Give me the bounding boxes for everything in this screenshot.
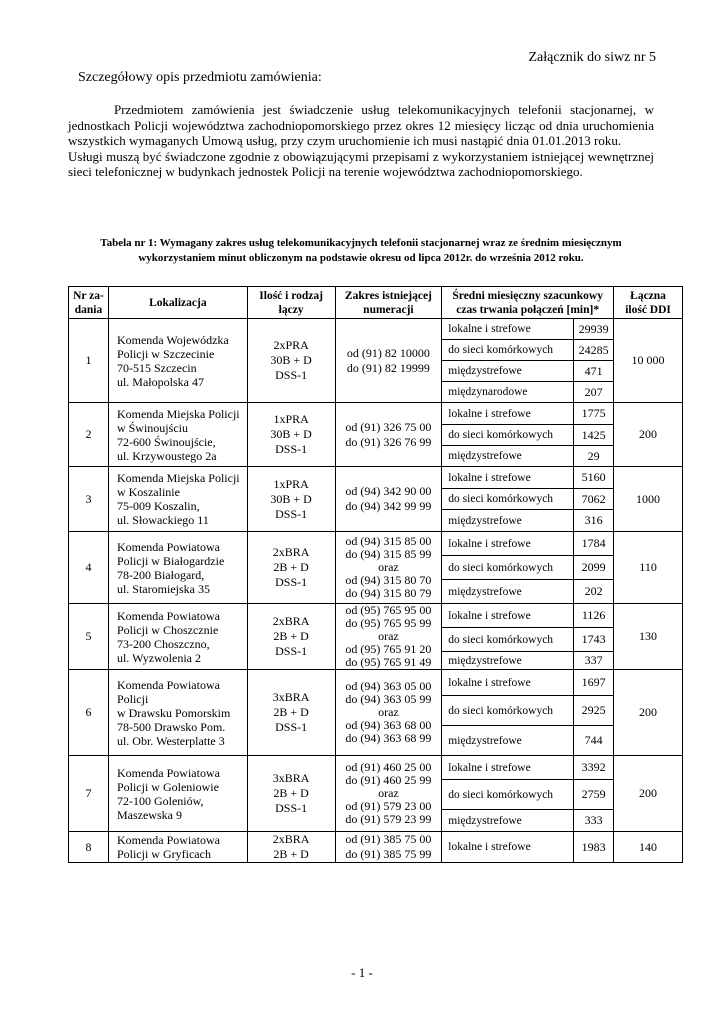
location-cell-line: w Drawsku Pomorskim xyxy=(116,705,231,720)
ddi-count: 1000 xyxy=(614,467,683,532)
intro-text xyxy=(68,102,654,180)
header-location: Lokalizacja xyxy=(108,287,247,319)
service-type: międzystrefowe xyxy=(442,361,574,382)
number-range-cell-line: do (91) 326 76 99 xyxy=(345,434,432,449)
location-cell-line: w Koszalinie xyxy=(116,485,180,499)
table-row xyxy=(69,832,683,863)
location-cell-line: Komenda Powiatowa xyxy=(116,539,220,554)
service-type: międzystrefowe xyxy=(442,726,574,756)
lines-cell xyxy=(247,670,335,756)
ddi-count: 110 xyxy=(614,532,683,604)
lines-cell-line: 1xPRA xyxy=(273,476,309,491)
location-cell-line: w Świnoujściu xyxy=(116,420,188,435)
number-range-cell xyxy=(335,403,442,467)
number-range-cell-line: od (94) 315 80 70 xyxy=(345,573,432,587)
service-type: międzystrefowe xyxy=(442,580,574,604)
service-type: do sieci komórkowych xyxy=(442,556,574,580)
service-type: lokalne i strefowe xyxy=(442,604,574,628)
number-range-cell xyxy=(335,532,442,604)
service-type: lokalne i strefowe xyxy=(442,670,574,696)
location-cell xyxy=(108,467,247,532)
number-range-cell xyxy=(335,670,442,756)
service-type: lokalne i strefowe xyxy=(442,403,574,425)
service-type: międzystrefowe xyxy=(442,652,574,670)
header-average-minutes: Średni miesięczny szacunkowy czas trwania połączeń [min]* xyxy=(442,287,614,319)
location-cell-line: ul. Małopolska 47 xyxy=(116,374,204,389)
task-number: 1 xyxy=(69,319,109,403)
lines-cell-line: 2B + D xyxy=(273,847,309,861)
service-minutes: 5160 xyxy=(574,467,614,489)
service-minutes: 29 xyxy=(574,446,614,467)
location-cell-line: 72-100 Goleniów, xyxy=(116,793,204,808)
number-range-cell-line: do (91) 460 25 99 xyxy=(345,773,432,787)
service-type: do sieci komórkowych xyxy=(442,425,574,446)
location-cell-line: Policji w Goleniowie xyxy=(116,779,219,794)
lines-cell xyxy=(247,532,335,604)
location-cell-line: 72-600 Świnoujście, xyxy=(116,434,216,449)
service-minutes: 24285 xyxy=(574,340,614,361)
location-cell-line: Policji w Szczecinie xyxy=(116,346,215,361)
service-type: do sieci komórkowych xyxy=(442,340,574,361)
service-type: lokalne i strefowe xyxy=(442,756,574,780)
service-minutes: 29939 xyxy=(574,319,614,340)
service-minutes: 1126 xyxy=(574,604,614,628)
ddi-count: 130 xyxy=(614,604,683,670)
location-cell-line: ul. Obr. Westerplatte 3 xyxy=(116,733,225,748)
services-table xyxy=(68,286,683,863)
lines-cell-line: DSS-1 xyxy=(275,801,308,815)
ddi-count: 200 xyxy=(614,756,683,832)
table-caption-line-1: Tabela nr 1: Wymagany zakres usług telekomunikacyjnych telefonii stacjonarnej wraz ze średnim miesięcznym xyxy=(100,237,622,249)
lines-cell-line: 1xPRA xyxy=(273,412,309,426)
ddi-count: 200 xyxy=(614,670,683,756)
header-nr: Nr za- dania xyxy=(69,287,109,319)
lines-cell-line: DSS-1 xyxy=(275,720,308,734)
service-type: do sieci komórkowych xyxy=(442,489,574,510)
service-minutes: 1697 xyxy=(574,670,614,696)
location-cell-line: Komenda Powiatowa xyxy=(116,833,220,847)
lines-cell-line: 3xBRA xyxy=(272,771,310,785)
lines-cell xyxy=(247,403,335,467)
number-range-cell-line: oraz xyxy=(378,629,399,643)
number-range-cell-line: do (95) 765 95 99 xyxy=(345,616,432,630)
service-minutes: 333 xyxy=(574,810,614,832)
service-type: do sieci komórkowych xyxy=(442,628,574,652)
service-minutes: 1983 xyxy=(574,832,614,863)
location-cell-line: 78-500 Drawsko Pom. xyxy=(116,719,226,734)
service-type: do sieci komórkowych xyxy=(442,780,574,810)
table-row xyxy=(69,532,683,556)
lines-cell-line: DSS-1 xyxy=(275,575,308,589)
service-minutes: 3392 xyxy=(574,756,614,780)
table-caption-line-2: wykorzystaniem minut obliczonym na podstawie okresu od lipca 2012r. do września 2012 roku. xyxy=(138,252,584,264)
number-range-cell-line: do (91) 385 75 99 xyxy=(345,847,432,861)
number-range-cell-line: do (94) 342 99 99 xyxy=(345,499,432,513)
lines-cell-line: 2B + D xyxy=(273,629,309,643)
ddi-count: 140 xyxy=(614,832,683,863)
number-range-cell-line: do (94) 315 80 79 xyxy=(345,586,432,600)
service-type: międzynarodowe xyxy=(442,382,574,403)
lines-cell-line: 2xBRA xyxy=(272,545,310,559)
location-cell-line: Policji w Choszcznie xyxy=(116,622,219,637)
number-range-cell-line: od (91) 460 25 00 xyxy=(345,760,432,774)
location-cell-line: Komenda Powiatowa Policji xyxy=(116,677,220,706)
task-number: 6 xyxy=(69,670,109,756)
lines-cell-line: 30B + D xyxy=(270,353,312,367)
number-range-cell-line: od (91) 579 23 00 xyxy=(345,799,432,813)
location-cell-line: Komenda Miejska Policji xyxy=(116,471,240,485)
location-cell xyxy=(108,832,247,863)
lines-cell-line: 2xBRA xyxy=(272,614,310,628)
lines-cell-line: 2B + D xyxy=(273,705,309,719)
intro-paragraph-1: Przedmiotem zamówienia jest świadczenie usług telekomunikacyjnych telefonii stacjonarnej, w jednostkach Policji województwa zachodniopomorskiego przez okres 12 miesięcy licząc od dnia uruchomienia wszystkich wymaganych Umową usług, przy czym uruchomienie ich musi nastąpić dnia 01.01.2013 roku. xyxy=(68,102,654,148)
service-type: do sieci komórkowych xyxy=(442,696,574,726)
location-cell-line: ul. Staromiejska 35 xyxy=(116,581,210,596)
location-cell-line: 75-009 Koszalin, xyxy=(116,499,200,513)
number-range-cell-line: do (94) 315 85 99 xyxy=(345,547,432,561)
number-range-cell-line: oraz xyxy=(378,560,399,574)
number-range-cell-line: do (94) 363 05 99 xyxy=(345,692,432,706)
table-row xyxy=(69,467,683,489)
number-range-cell-line: oraz xyxy=(378,786,399,800)
service-minutes: 744 xyxy=(574,726,614,756)
service-type: lokalne i strefowe xyxy=(442,319,574,340)
number-range-cell-line: do (91) 579 23 99 xyxy=(345,812,432,826)
lines-cell xyxy=(247,604,335,670)
location-cell-line: ul. Wyzwolenia 2 xyxy=(116,650,202,665)
lines-cell-line: 2xBRA xyxy=(272,832,310,846)
header-ddi: Łączna ilość DDI xyxy=(614,287,683,319)
number-range-cell xyxy=(335,604,442,670)
number-range-cell-line: od (94) 342 90 00 xyxy=(345,484,432,498)
location-cell-line: Komenda Powiatowa xyxy=(116,765,220,780)
page-number: - 1 - xyxy=(351,965,373,980)
task-number: 8 xyxy=(69,832,109,863)
service-minutes: 337 xyxy=(574,652,614,670)
service-minutes: 1425 xyxy=(574,425,614,446)
lines-cell xyxy=(247,467,335,532)
location-cell-line: Policji w Gryficach xyxy=(116,847,211,861)
intro-paragraph-2: Usługi muszą być świadczone zgodnie z obowiązującymi przepisami z wykorzystaniem istniejącej wewnętrznej sieci telefonicznej w budynkach jednostek Policji na terenie województwa zachodniopomorskiego. xyxy=(68,148,654,179)
table-row xyxy=(69,319,683,340)
location-cell xyxy=(108,319,247,403)
lines-cell-line: 30B + D xyxy=(270,427,312,441)
service-minutes: 2925 xyxy=(574,696,614,726)
ddi-count: 200 xyxy=(614,403,683,467)
service-type: międzystrefowe xyxy=(442,446,574,467)
lines-cell xyxy=(247,832,335,863)
service-minutes: 316 xyxy=(574,510,614,532)
number-range-cell-line: oraz xyxy=(378,705,399,719)
service-minutes: 1775 xyxy=(574,403,614,425)
number-range-cell-line: do (94) 363 68 99 xyxy=(345,731,432,745)
lines-cell-line: DSS-1 xyxy=(275,644,308,658)
location-cell-line: Policji w Białogardzie xyxy=(116,553,225,568)
number-range-cell xyxy=(335,832,442,863)
lines-cell-line: 2xPRA xyxy=(273,338,309,352)
service-minutes: 7062 xyxy=(574,489,614,510)
number-range-cell xyxy=(335,467,442,532)
location-cell-line: 78-200 Białogard, xyxy=(116,567,205,582)
service-type: międzystrefowe xyxy=(442,810,574,832)
table-row xyxy=(69,756,683,780)
lines-cell-line: 30B + D xyxy=(270,491,312,506)
table-row xyxy=(69,604,683,628)
location-cell-line: ul. Krzywoustego 2a xyxy=(116,448,217,463)
table-body xyxy=(69,319,683,863)
service-minutes: 471 xyxy=(574,361,614,382)
number-range-cell-line: od (91) 82 10000 xyxy=(346,345,430,360)
number-range-cell-line: od (94) 363 68 00 xyxy=(345,718,432,732)
number-range-cell-line: od (95) 765 95 00 xyxy=(345,603,432,617)
lines-cell-line: DSS-1 xyxy=(275,442,308,456)
annex-label: Załącznik do siwz nr 5 xyxy=(528,50,656,65)
location-cell-line: Komenda Powiatowa xyxy=(116,608,220,623)
location-cell-line: Komenda Miejska Policji xyxy=(116,406,240,421)
lines-cell-line: 2B + D xyxy=(273,560,309,574)
service-minutes: 1743 xyxy=(574,628,614,652)
task-number: 5 xyxy=(69,604,109,670)
location-cell xyxy=(108,756,247,832)
number-range-cell xyxy=(335,319,442,403)
table-header-row xyxy=(69,287,683,319)
task-number: 4 xyxy=(69,532,109,604)
number-range-cell-line: do (95) 765 91 49 xyxy=(345,655,432,669)
number-range-cell-line: od (94) 315 85 00 xyxy=(345,534,432,548)
number-range-cell-line: do (91) 82 19999 xyxy=(346,360,430,375)
task-number: 2 xyxy=(69,403,109,467)
header-number-range: Zakres istniejącej numeracji xyxy=(335,287,442,319)
service-minutes: 202 xyxy=(574,580,614,604)
service-type: lokalne i strefowe xyxy=(442,532,574,556)
location-cell-line: ul. Słowackiego 11 xyxy=(116,513,209,527)
number-range-cell xyxy=(335,756,442,832)
lines-cell-line: DSS-1 xyxy=(275,506,308,521)
service-type: lokalne i strefowe xyxy=(442,467,574,489)
lines-cell xyxy=(247,319,335,403)
location-cell-line: 70-515 Szczecin xyxy=(116,360,197,375)
number-range-cell-line: od (94) 363 05 00 xyxy=(345,679,432,693)
lines-cell-line: DSS-1 xyxy=(275,368,308,382)
location-cell-line: Komenda Wojewódzka xyxy=(116,332,229,347)
service-type: lokalne i strefowe xyxy=(442,832,574,863)
lines-cell-line: 3xBRA xyxy=(272,690,310,704)
header-lines: Ilość i rodzaj łączy xyxy=(247,287,335,319)
document-subtitle: Szczegółowy opis przedmiotu zamówienia: xyxy=(78,70,322,85)
number-range-cell-line: od (91) 326 75 00 xyxy=(345,419,432,434)
task-number: 3 xyxy=(69,467,109,532)
ddi-count: 10 000 xyxy=(614,319,683,403)
service-minutes: 2099 xyxy=(574,556,614,580)
location-cell xyxy=(108,670,247,756)
location-cell xyxy=(108,604,247,670)
lines-cell-line: 2B + D xyxy=(273,786,309,800)
task-number: 7 xyxy=(69,756,109,832)
service-minutes: 1784 xyxy=(574,532,614,556)
table-row xyxy=(69,403,683,425)
lines-cell xyxy=(247,756,335,832)
table-caption xyxy=(68,236,654,266)
location-cell-line: Maszewska 9 xyxy=(116,807,182,822)
table-row xyxy=(69,670,683,696)
service-type: międzystrefowe xyxy=(442,510,574,532)
number-range-cell-line: od (95) 765 91 20 xyxy=(345,642,432,656)
service-minutes: 2759 xyxy=(574,780,614,810)
location-cell-line: 73-200 Choszczno, xyxy=(116,636,210,651)
location-cell xyxy=(108,532,247,604)
service-minutes: 207 xyxy=(574,382,614,403)
location-cell xyxy=(108,403,247,467)
number-range-cell-line: od (91) 385 75 00 xyxy=(345,832,432,846)
